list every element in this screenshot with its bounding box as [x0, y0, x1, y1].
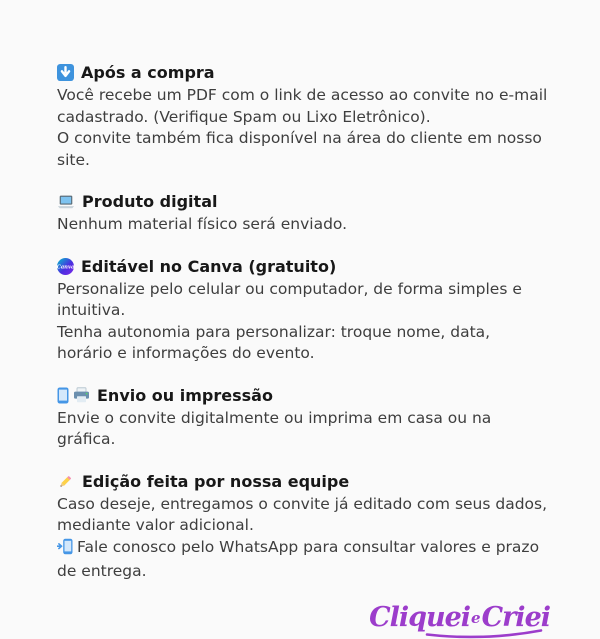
section-paragraph: Personalize pelo celular ou computador, de forma simples e intuitiva. [57, 279, 522, 319]
smartphone-icon [57, 387, 69, 404]
section-title: Após a compra [81, 63, 215, 82]
section-heading [57, 385, 550, 406]
section-title: Edição feita por nossa equipe [82, 471, 350, 491]
logo-word: Criei [481, 601, 550, 633]
section-paragraph: Você recebe um PDF com o link de acesso ao convite no e-mail cadastrado. (Verifique Spam ou Lixo Eletrônico). [57, 86, 548, 126]
section-canva-editable [57, 256, 550, 365]
section-paragraph: Tenha autonomia para personalizar: troque nome, data, horário e informações do evento. [57, 322, 491, 362]
phone-arrow-icon [57, 538, 73, 562]
down-arrow-icon [57, 64, 74, 81]
section-send-or-print [57, 385, 550, 451]
section-heading [57, 191, 550, 212]
section-heading [57, 62, 550, 83]
section-title: Editável no Canva (gratuito) [81, 256, 337, 276]
logo-underline-flourish [424, 629, 544, 639]
pencil-icon [57, 472, 75, 490]
section-heading [57, 471, 550, 492]
laptop-icon [57, 193, 75, 210]
section-paragraph: O convite também fica disponível na área do cliente em nosso site. [57, 129, 542, 169]
cliquei-e-criei-logo [57, 603, 550, 633]
section-heading [57, 256, 550, 277]
section-paragraph: Caso deseje, entregamos o convite já editado com seus dados, mediante valor adicional. [57, 494, 548, 534]
printer-icon [73, 387, 90, 403]
whatsapp-note [57, 537, 550, 583]
section-after-purchase [57, 62, 550, 171]
section-title: Produto digital [82, 192, 218, 211]
canva-icon-label: Canva [57, 264, 74, 271]
section-digital-product [57, 191, 550, 236]
section-title: Envio ou impressão [97, 385, 273, 405]
section-team-editing [57, 471, 550, 583]
logo-word: Cliquei [369, 601, 471, 633]
section-paragraph: Nenhum material físico será enviado. [57, 215, 348, 233]
canva-icon [57, 258, 74, 275]
logo-connector: e [471, 608, 481, 627]
section-paragraph: Envie o convite digitalmente ou imprima em casa ou na gráfica. [57, 408, 492, 448]
whatsapp-note-text: Fale conosco pelo WhatsApp para consultar valores e prazo de entrega. [57, 537, 540, 580]
